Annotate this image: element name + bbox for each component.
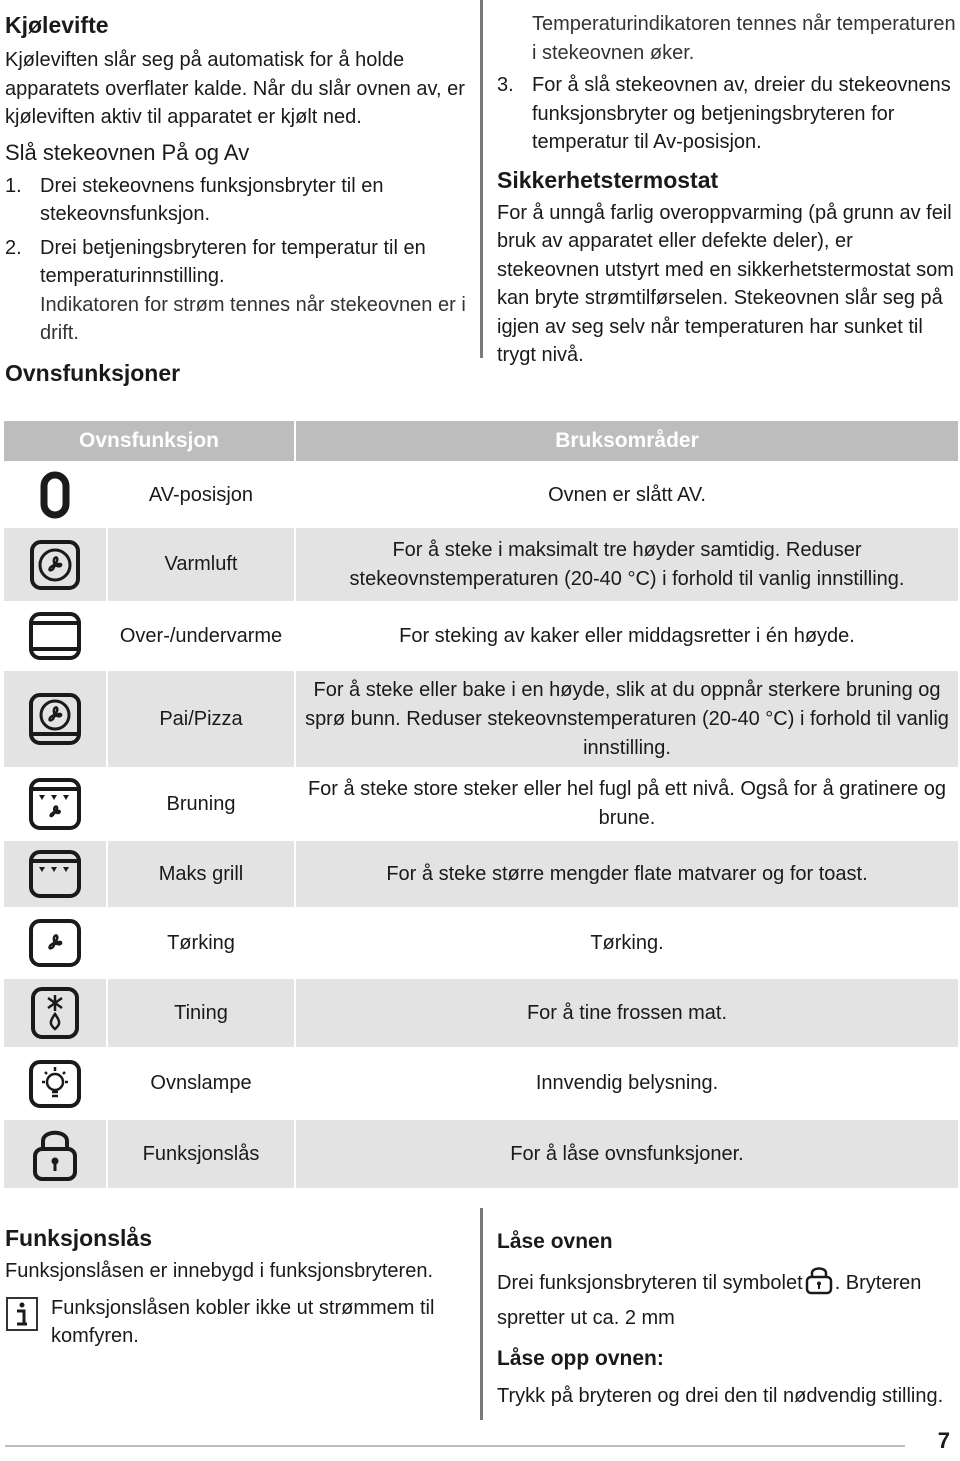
- info-note-text: Funksjonslåsen kobler ikke ut strømmem til komfyren.: [51, 1296, 435, 1347]
- grill-fan-icon: [4, 770, 106, 838]
- function-usage: Innvendig belysning.: [296, 1050, 958, 1117]
- lamp-icon: [4, 1050, 106, 1117]
- list-item: 3. For å slå stekeovnen av, dreier du stekeovnens funksjonsbryter og betjeningsbryteren for temperatur til Av-posisjon.: [497, 74, 951, 153]
- table-header-usage: Bruksområder: [296, 421, 958, 461]
- page-number: 7: [937, 1428, 950, 1453]
- table-row: [4, 528, 958, 601]
- safety-thermostat-text: For å unngå farlig overoppvarming (på grunn av feil bruk av apparatet eller defekte deler), er stekeovnen utstyrt med en sikkerhetstermostat som kan bryte strømtilførselen. Stekeovnen slår seg på igjen av seg selv når temperaturen har sunket til trygt nivå.: [497, 201, 954, 366]
- drying-fan-icon: [4, 910, 106, 976]
- function-usage: For steking av kaker eller middagsretter i én høyde.: [296, 604, 958, 668]
- off-zero-icon: [4, 465, 106, 525]
- top-bottom-heat-icon: [4, 604, 106, 668]
- function-usage: For å tine frossen mat.: [296, 979, 958, 1047]
- unlock-oven-text: Trykk på bryteren og drei den til nødvendig stilling.: [497, 1385, 944, 1407]
- function-lock-text: Funksjonslåsen er innebygd i funksjonsbryteren.: [5, 1260, 434, 1282]
- defrost-icon: [4, 979, 106, 1047]
- max-grill-icon: [4, 841, 106, 907]
- footer-rule: [5, 1445, 905, 1447]
- function-name: Maks grill: [108, 841, 294, 907]
- function-usage: For å steke større mengder flate matvarer og for toast.: [296, 841, 958, 907]
- info-note: [5, 1294, 470, 1351]
- indicator-note: Indikatoren for strøm tennes når stekeovnen er i drift.: [40, 293, 466, 344]
- table-row: [4, 841, 958, 907]
- cooling-fan-text: Kjøleviften slår seg på automatisk for å holde apparatets overflater kalde. Når du slår ovnen av, er kjøleviften aktiv til apparatet er kjølt ned.: [5, 49, 465, 128]
- safety-thermostat-heading: Sikkerhetstermostat: [497, 166, 719, 193]
- table-header-function: Ovnsfunksjon: [4, 421, 294, 461]
- info-icon: [5, 1296, 39, 1338]
- left-column-top: [5, 10, 470, 388]
- function-name: Pai/Pizza: [108, 671, 294, 767]
- table-row: [4, 910, 958, 976]
- function-usage: Ovnen er slått AV.: [296, 465, 958, 525]
- table-row: [4, 604, 958, 668]
- cooling-fan-heading: Kjølevifte: [5, 12, 109, 38]
- hot-air-fan-icon: [4, 528, 106, 601]
- switch-on-heading: Slå stekeovnen På og Av: [5, 139, 250, 165]
- lock-icon: [4, 1120, 106, 1188]
- function-name: Bruning: [108, 770, 294, 838]
- table-row: [4, 979, 958, 1047]
- function-lock-heading: Funksjonslås: [5, 1225, 152, 1251]
- right-column-bottom: [497, 1227, 959, 1411]
- column-divider-bottom: [480, 1208, 483, 1420]
- lock-oven-text: Drei funksjonsbryteren til symbolet . Bryteren spretter ut ca. 2 mm: [497, 1265, 959, 1332]
- function-usage: For å steke eller bake i en høyde, slik at du oppnår sterkere bruning og sprø bunn. Reduser stekeovnstemperaturen (20-40 °C) i forhold til vanlig innstilling.: [296, 671, 958, 767]
- list-item: 2. Drei betjeningsbryteren for temperatur til en temperaturinnstilling.: [5, 236, 426, 287]
- function-usage: For å steke store steker eller hel fugl på ett nivå. Også for å gratinere og brune.: [296, 770, 958, 838]
- right-column-top: [497, 10, 959, 370]
- unlock-oven-heading: Låse opp ovnen:: [497, 1347, 664, 1370]
- function-usage: For å steke i maksimalt tre høyder samtidig. Reduser stekeovnstemperaturen (20-40 °C) i forhold til vanlig innstilling.: [296, 528, 958, 601]
- function-name: Tining: [108, 979, 294, 1047]
- pizza-fan-icon: [4, 671, 106, 767]
- function-name: Varmluft: [108, 528, 294, 601]
- table-row: [4, 1050, 958, 1117]
- steps-list: [5, 172, 470, 291]
- function-name: Tørking: [108, 910, 294, 976]
- step3-list: [497, 71, 959, 157]
- function-name: Over-/undervarme: [108, 604, 294, 668]
- temp-indicator-note: Temperaturindikatoren tennes når temperaturen i stekeovnen øker.: [532, 13, 956, 64]
- lock-symbol-icon: [805, 1265, 833, 1304]
- function-usage: Tørking.: [296, 910, 958, 976]
- function-name: AV-posisjon: [108, 465, 294, 525]
- list-item: 1. Drei stekeovnens funksjonsbryter til en stekeovnsfunksjon.: [5, 174, 384, 225]
- function-name: Ovnslampe: [108, 1050, 294, 1117]
- table-row: [4, 465, 958, 525]
- left-column-bottom: [5, 1223, 470, 1351]
- column-divider-top: [480, 0, 483, 358]
- table-row: [4, 770, 958, 838]
- table-row: [4, 671, 958, 767]
- function-name: Funksjonslås: [108, 1120, 294, 1188]
- oven-functions-heading: Ovnsfunksjoner: [5, 359, 181, 386]
- table-row: [4, 1120, 958, 1188]
- function-usage: For å låse ovnsfunksjoner.: [296, 1120, 958, 1188]
- lock-oven-heading: Låse ovnen: [497, 1230, 613, 1253]
